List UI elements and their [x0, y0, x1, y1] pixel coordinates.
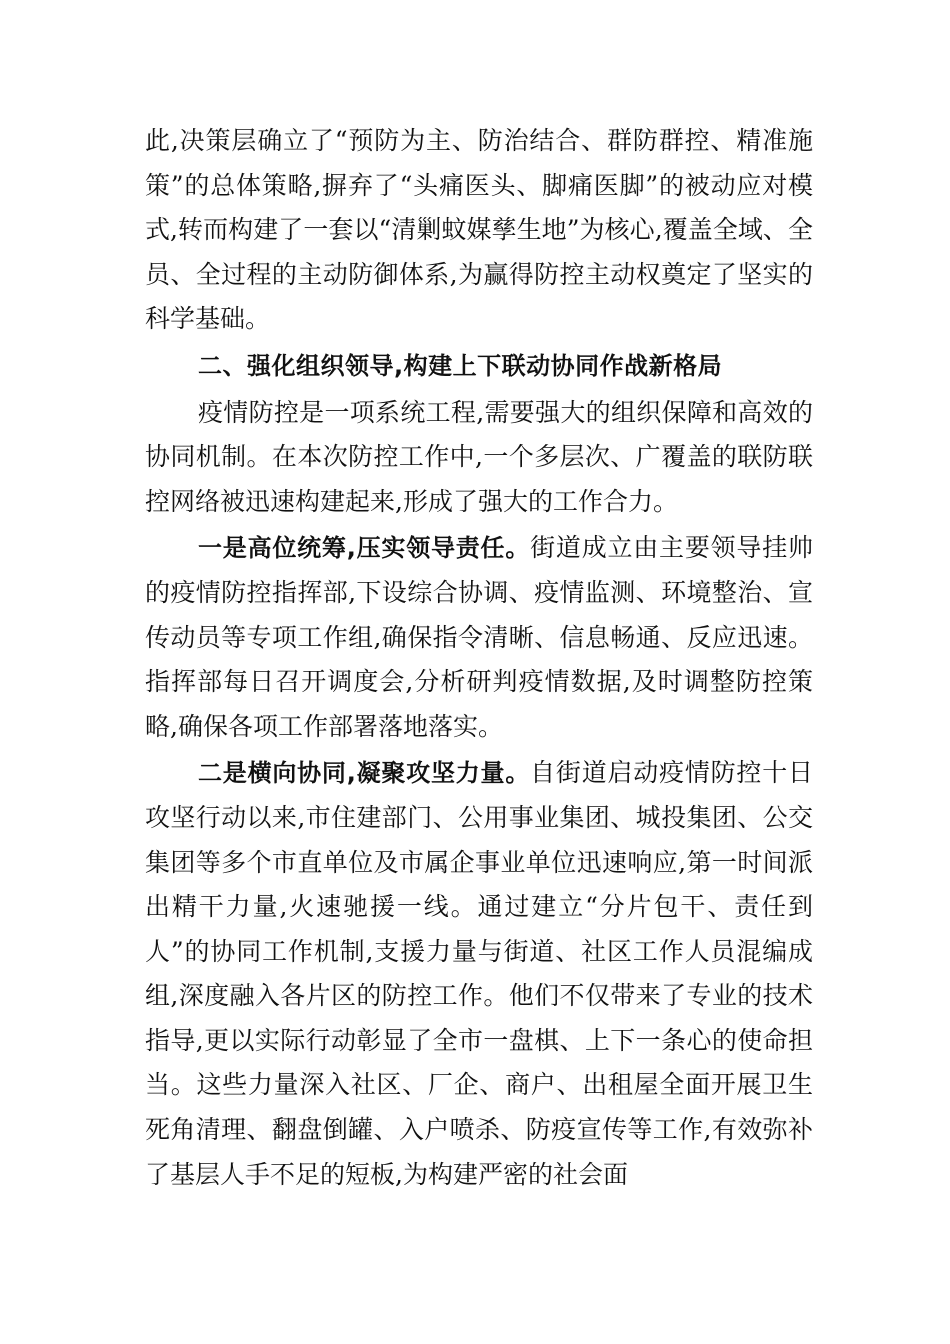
point-one-body: 街道成立由主要领导挂帅的疫情防控指挥部,下设综合协调、疫情监测、环境整治、宣传动员等专项工作组,确保指令清晰、信息畅通、反应迅速。指挥部每日召开调度会,分析研判疫情数据,及时调整防控策略,确保各项工作部署落地落实。: [145, 533, 813, 741]
point-two-paragraph: [145, 751, 813, 1197]
continued-paragraph: 此,决策层确立了“预防为主、防治结合、群防群控、精准施策”的总体策略,摒弃了“头痛医头、脚痛医脚”的被动应对模式,转而构建了一套以“清剿蚊媒孳生地”为核心,覆盖全域、全员、全过程的主动防御体系,为赢得防控主动权奠定了坚实的科学基础。: [145, 126, 813, 334]
point-two-lead: 二是横向协同,凝聚攻坚力量。: [198, 759, 531, 788]
document-body: [145, 119, 813, 1197]
point-two-body: 自街道启动疫情防控十日攻坚行动以来,市住建部门、公用事业集团、城投集团、公交集团等多个市直单位及市属企事业单位迅速响应,第一时间派出精干力量,火速驰援一线。通过建立“分片包干、责任到人”的协同工作机制,支援力量与街道、社区工作人员混编成组,深度融入各片区的防控工作。他们不仅带来了专业的技术指导,更以实际行动彰显了全市一盘棋、上下一条心的使命担当。这些力量深入社区、厂企、商户、出租屋全面开展卫生死角清理、翻盘倒罐、入户喷杀、防疫宣传等工作,有效弥补了基层人手不足的短板,为构建严密的社会面: [145, 758, 813, 1189]
point-one-lead: 一是高位统筹,压实领导责任。: [198, 534, 531, 563]
intro-paragraph: 疫情防控是一项系统工程,需要强大的组织保障和高效的协同机制。在本次防控工作中,一个多层次、广覆盖的联防联控网络被迅速构建起来,形成了强大的工作合力。: [145, 397, 813, 516]
point-one-paragraph: [145, 526, 813, 749]
section-heading: 二、强化组织领导,构建上下联动协同作战新格局: [198, 351, 723, 380]
